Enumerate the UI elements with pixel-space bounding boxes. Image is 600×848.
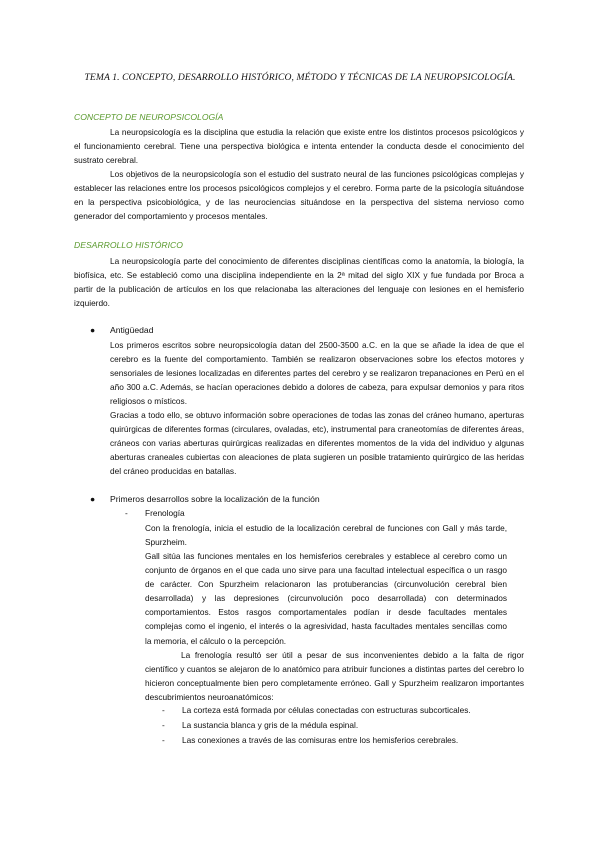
finding-text: La corteza está formada por células conectadas con estructuras subcorticales. [182, 705, 471, 715]
frenologia-title: Frenología [145, 508, 185, 518]
finding-text: Las conexiones a través de las comisuras entre los hemisferios cerebrales. [182, 735, 459, 745]
bullet-localizacion [90, 494, 320, 504]
dash-icon: - [162, 705, 165, 715]
dash-icon: - [162, 735, 165, 745]
localizacion-title: Primeros desarrollos sobre la localización de la función [110, 494, 320, 504]
bullet-icon: ● [90, 325, 96, 335]
dash-icon: - [125, 508, 128, 518]
finding-text: La sustancia blanca y gris de la médula espinal. [182, 720, 359, 730]
dash-icon: - [162, 720, 165, 730]
historia-paragraph-1: La neuropsicología parte del conocimiento de diferentes disciplinas científicas como la anatomía, la biología, la biofísica, etc. Se estableció como una disciplina independiente en la 2ª mitad del siglo XIX y fue fundada por Broca a partir de la publicación de artículos en los que relacionaba las alteraciones del lenguaje con lesiones en el hemisferio izquierdo. [74, 256, 524, 309]
sub-item-frenologia [125, 508, 185, 518]
frenologia-paragraph-3: La frenología resultó ser útil a pesar de sus inconvenientes debido a la falta de rigor científico y cuantos se alejaron de lo anatómico para atribuir funciones a distintas partes del cerebro lo hicieron conceptualmente bien pero completamente erróneo. Gall y Spurzheim realizaron importantes descubrimientos neuroanatómicos: [145, 650, 524, 703]
heading-desarrollo-historico: DESARROLLO HISTÓRICO [74, 240, 183, 250]
bullet-icon: ● [90, 494, 96, 504]
finding-item [162, 720, 358, 730]
concepto-paragraph-2: Los objetivos de la neuropsicología son el estudio del sustrato neural de las funciones psicológicas complejas y establecer las relaciones entre los procesos psicológicos complejos y el cerebro. Forma parte de la psicología situándose en la perspectiva psicobiológica, y de las neurociencias situándose en la perspectiva del sistema nervioso como generador del comportamiento y procesos mentales. [74, 169, 524, 222]
finding-item [162, 735, 458, 745]
bullet-antiguedad [90, 325, 154, 335]
antiguedad-paragraph-2: Gracias a todo ello, se obtuvo información sobre operaciones de todas las zonas del cráneo humano, aperturas quirúrgicas de diferentes formas (circulares, ovaladas, etc), instrumental para craneotomías de diferentes áreas, cráneos con varias aberturas quirúrgicas realizadas en diferentes momentos de la vida del individuo y algunas aberturas craneales cubiertas con aleaciones de plata sugieren un posible tratamiento quirúrgico de las heridas del cráneo producidas en batallas. [110, 410, 524, 477]
document-title: TEMA 1. CONCEPTO, DESARROLLO HISTÓRICO, MÉTODO Y TÉCNICAS DE LA NEUROPSICOLOGÍA. [84, 72, 516, 83]
antiguedad-title: Antigüedad [110, 325, 154, 335]
frenologia-paragraph-1: Con la frenología, inicia el estudio de la localización cerebral de funciones con Gall y más tarde, Spurzheim. [145, 523, 507, 548]
frenologia-paragraph-2: Gall sitúa las funciones mentales en los hemisferios cerebrales y establece al cerebro como un conjunto de órganos en el que cada uno sirve para una facultad intelectual específica o un rasgo de carácter. Con Spurzheim relacionaron las protuberancias (circunvolución cerebral bien desarrollada) y las depresiones (circunvolución poco desarrollada) con determinados comportamientos. Estos rasgos comportamentales podían ir desde facultades mentales complejas como el ingenio, el interés o la agresividad, hasta facultades mentales sencillas como la memoria, el cálculo o la percepción. [145, 551, 507, 646]
heading-concepto: CONCEPTO DE NEUROPSICOLOGÍA [74, 112, 224, 122]
concepto-paragraph-1: La neuropsicología es la disciplina que estudia la relación que existe entre los distintos procesos psicológicos y el funcionamiento cerebral. Tiene una perspectiva biológica e intenta entender la conducta desde el conocimiento del sustrato cerebral. [74, 127, 524, 166]
antiguedad-paragraph-1: Los primeros escritos sobre neuropsicología datan del 2500-3500 a.C. en la que se añade la idea de que el cerebro es la fuente del comportamiento. También se realizaron observaciones sobre los efectos motores y sensoriales de lesiones localizadas en diferentes partes del cerebro y se realizaron trepanaciones en Perú en el año 300 a.C. Además, se hacían operaciones debido a dolores de cabeza, para expulsar demonios y para ritos religiosos o místicos. [110, 340, 524, 407]
finding-item [162, 705, 471, 715]
